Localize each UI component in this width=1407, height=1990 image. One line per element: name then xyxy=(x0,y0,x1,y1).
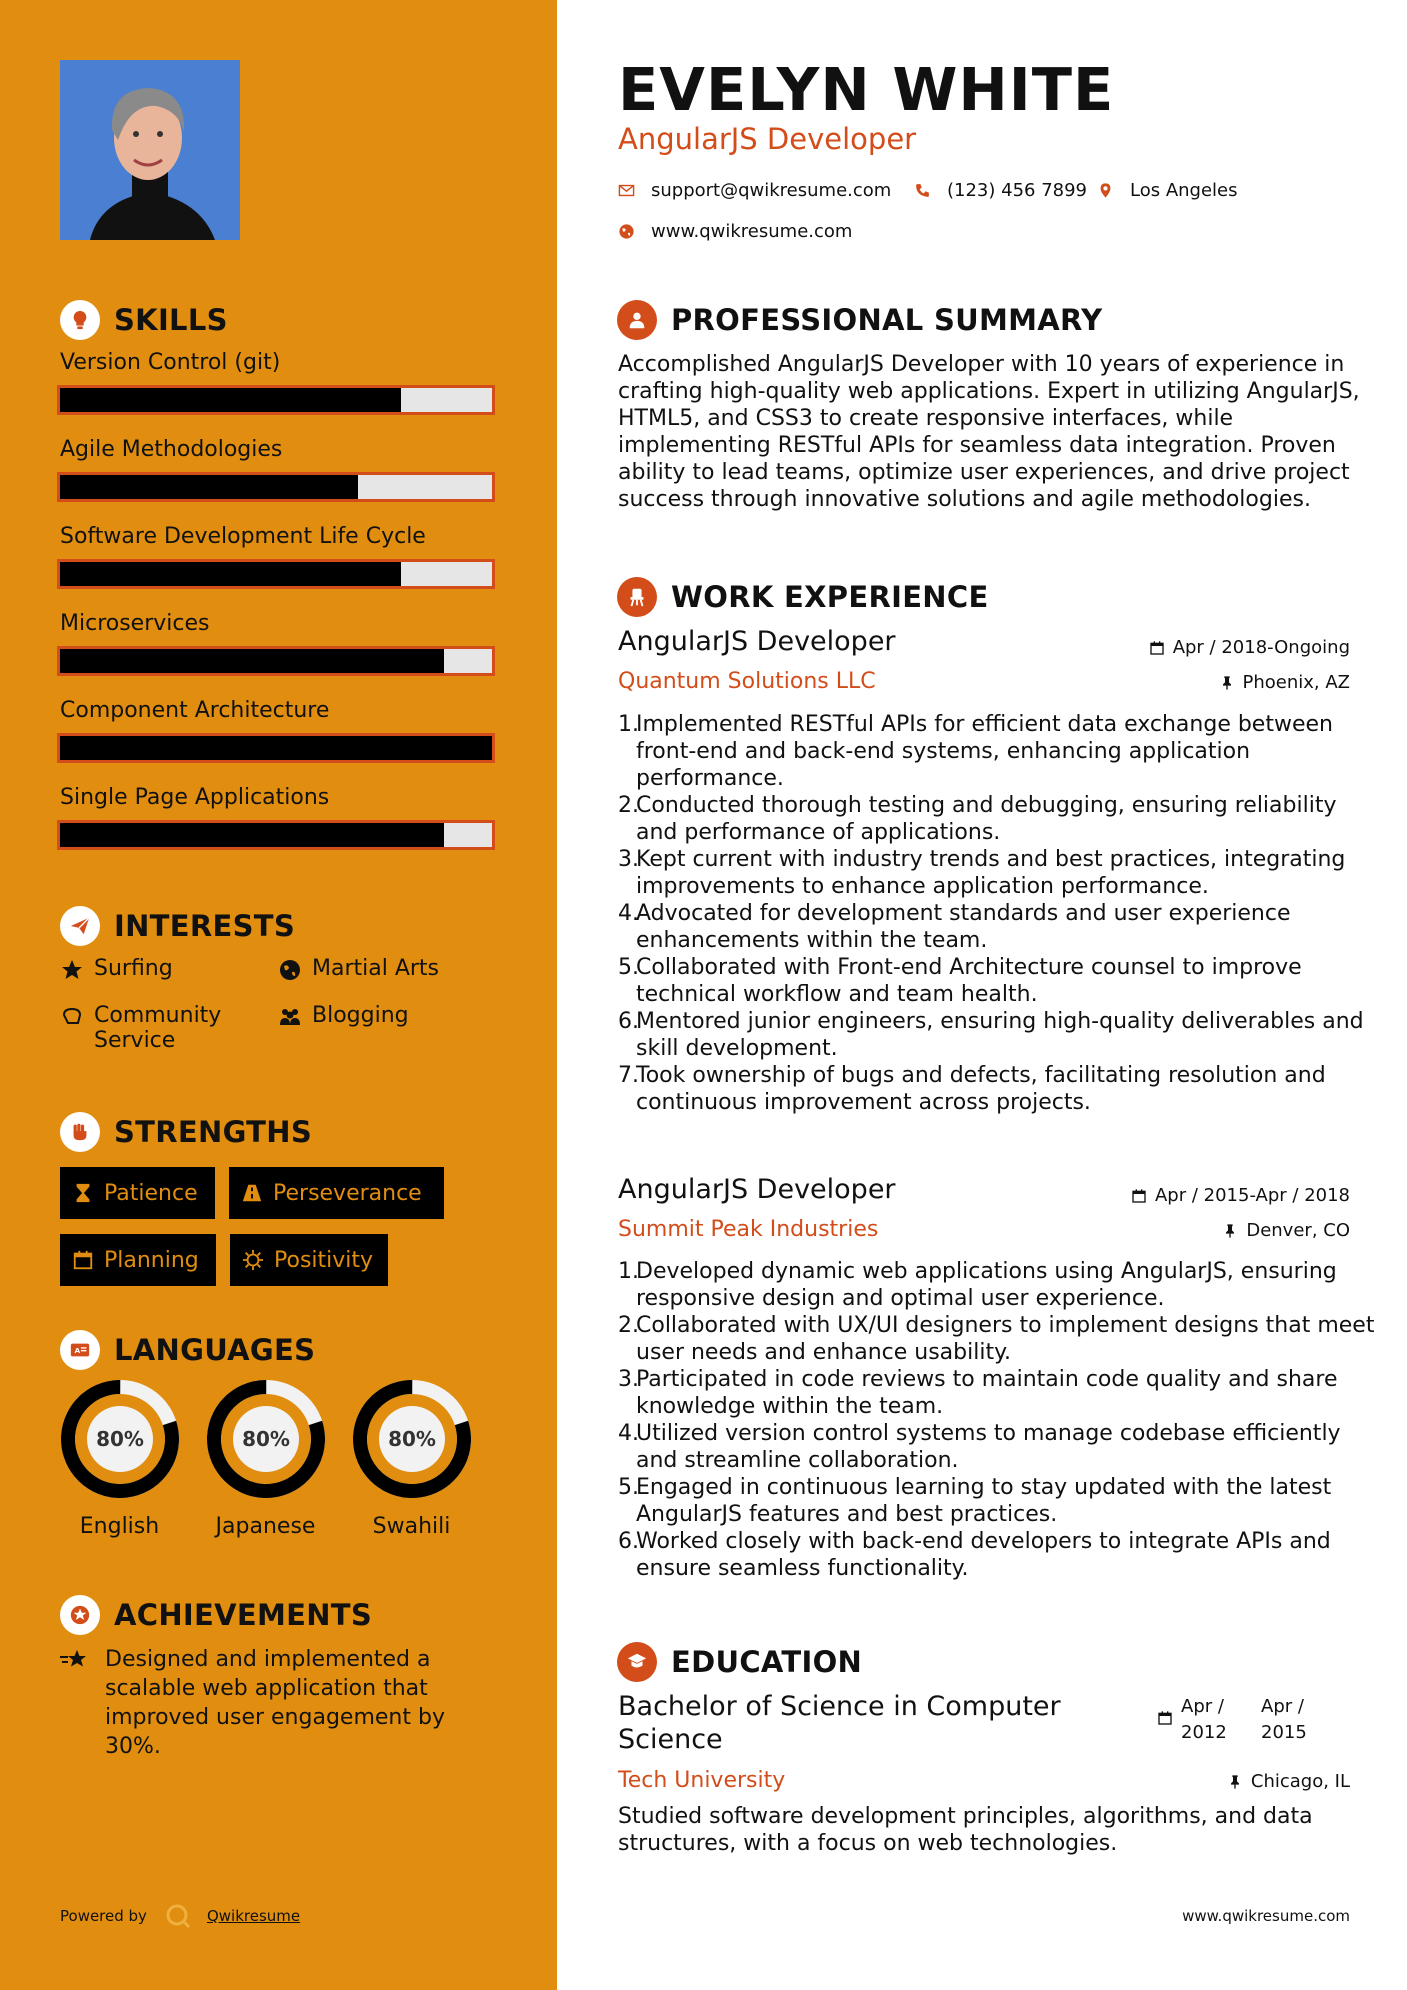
road-icon xyxy=(241,1182,263,1204)
bullet-text: Engaged in continuous learning to stay updated with the latest AngularJS features and best practices. xyxy=(636,1475,1332,1527)
contact-email[interactable] xyxy=(618,180,891,201)
education-title: EDUCATION xyxy=(671,1645,863,1679)
job-bullet xyxy=(618,1312,1378,1366)
job-bullet xyxy=(618,900,1378,954)
bullet-number: 7. xyxy=(618,1063,639,1088)
language-name: Japanese xyxy=(215,1514,316,1539)
footer-url[interactable]: www.qwikresume.com xyxy=(1182,1907,1350,1925)
strength-badge-patience xyxy=(60,1167,215,1219)
summary-header xyxy=(617,300,1102,340)
language-icon xyxy=(60,1330,100,1370)
education-location xyxy=(1227,1771,1350,1792)
bullet-text: Conducted thorough testing and debugging, ensuring reliability and performance of applications. xyxy=(636,793,1337,845)
bullet-text: Advocated for development standards and user experience enhancements within the team. xyxy=(636,901,1291,953)
skill-bar-fill xyxy=(60,649,444,673)
job-location xyxy=(1222,1220,1350,1241)
bullet-text: Worked closely with back-end developers to integrate APIs and ensure seamless functionality. xyxy=(636,1529,1331,1581)
education-start: Apr / 2012 xyxy=(1181,1696,1227,1743)
education-header xyxy=(617,1642,862,1682)
calendar-icon xyxy=(1157,1710,1173,1726)
location-text: Los Angeles xyxy=(1130,180,1238,201)
map-pin-icon xyxy=(1097,182,1114,199)
skill-label: Software Development Life Cycle xyxy=(60,524,426,549)
bullet-number: 2. xyxy=(618,793,639,818)
skill-bar xyxy=(57,733,495,763)
powered-by-label: Powered by xyxy=(60,1907,147,1925)
language-ring xyxy=(351,1378,473,1500)
strength-label: Planning xyxy=(104,1247,199,1273)
bullet-number: 6. xyxy=(618,1009,639,1034)
phone-icon xyxy=(914,182,931,199)
summary-text: Accomplished AngularJS Developer with 10 years of experience in crafting high-quality web applications. Expert in utilizing AngularJS, HTML5, and CSS3 to create responsive interfaces, while implementing RESTful APIs for seamless data integration. Proven ability to lead teams, optimize user experiences, and drive project success through innovative solutions and agile methodologies. xyxy=(618,352,1360,512)
skill-bar xyxy=(57,646,495,676)
language-percent: 80% xyxy=(95,1427,144,1451)
skill-label: Version Control (git) xyxy=(60,350,281,375)
bullet-number: 4. xyxy=(618,1421,639,1446)
skill-label: Component Architecture xyxy=(60,698,330,723)
languages-title: LANGUAGES xyxy=(114,1333,316,1367)
experience-title: WORK EXPERIENCE xyxy=(671,580,989,614)
job-bullet xyxy=(618,1474,1378,1528)
education-end: Apr / 2015 xyxy=(1261,1696,1307,1743)
education-location-text: Chicago, IL xyxy=(1250,1771,1350,1792)
job-bullet xyxy=(618,792,1378,846)
job-bullets xyxy=(618,711,1378,1116)
main-content xyxy=(557,0,1407,1990)
language-japanese xyxy=(203,1378,328,1539)
fist-icon xyxy=(60,1112,100,1152)
language-name: Swahili xyxy=(372,1514,451,1539)
bullet-text: Developed dynamic web applications using AngularJS, ensuring responsive design and optimal user experience. xyxy=(636,1259,1337,1311)
job-bullet xyxy=(618,1008,1378,1062)
achievement-text: Designed and implemented a scalable web application that improved user engagement by 30%. xyxy=(105,1647,445,1759)
bullet-number: 4. xyxy=(618,901,639,926)
job-dates xyxy=(1149,637,1350,658)
job-dates-text: Apr / 2015-Apr / 2018 xyxy=(1154,1185,1350,1206)
sun-icon xyxy=(242,1249,264,1271)
job-bullet xyxy=(618,1528,1378,1582)
job-bullet xyxy=(618,711,1378,792)
skill-label: Single Page Applications xyxy=(60,785,330,810)
achievement-star-icon xyxy=(60,1595,100,1635)
language-percent: 80% xyxy=(241,1427,290,1451)
strength-label: Perseverance xyxy=(273,1180,422,1206)
skill-bar-fill xyxy=(60,475,358,499)
pushpin-icon xyxy=(1219,675,1235,691)
interest-label: Surfing xyxy=(94,956,173,981)
interest-label: Community Service xyxy=(94,1003,222,1053)
experience-header xyxy=(617,577,989,617)
job-company: Quantum Solutions LLC xyxy=(618,669,876,694)
strength-badge-perseverance xyxy=(229,1167,444,1219)
bullet-text: Utilized version control systems to manage codebase efficiently and streamline collaboration. xyxy=(636,1421,1341,1473)
bullet-number: 1. xyxy=(618,1259,639,1284)
summary-title: PROFESSIONAL SUMMARY xyxy=(671,303,1103,337)
interest-item-martial-arts xyxy=(278,956,439,982)
skill-bar xyxy=(57,820,495,850)
bullet-text: Took ownership of bugs and defects, facilitating resolution and continuous improvement across projects. xyxy=(636,1063,1326,1115)
achievements-header xyxy=(60,1595,372,1635)
bullet-text: Implemented RESTful APIs for efficient data exchange between front-end and back-end systems, enhancing application performance. xyxy=(636,712,1333,791)
achievement-item xyxy=(60,1645,480,1761)
education-school: Tech University xyxy=(618,1768,786,1793)
skills-header xyxy=(60,300,228,340)
job-bullet xyxy=(618,1366,1378,1420)
strength-badge-positivity xyxy=(230,1234,388,1286)
interest-label: Martial Arts xyxy=(312,956,440,981)
achievements-title: ACHIEVEMENTS xyxy=(114,1598,373,1632)
calendar-icon xyxy=(1131,1188,1147,1204)
interest-item-community-service xyxy=(60,1003,260,1053)
chair-icon xyxy=(617,577,657,617)
skill-bar-fill xyxy=(60,562,401,586)
hourglass-icon xyxy=(72,1182,94,1204)
skill-bar xyxy=(57,472,495,502)
qwikresume-link[interactable]: Qwikresume xyxy=(206,1907,301,1925)
language-name: English xyxy=(79,1514,160,1539)
strength-badge-planning xyxy=(60,1234,216,1286)
job-bullet xyxy=(618,1258,1378,1312)
phone-text: (123) 456 7899 xyxy=(947,180,1088,201)
skill-bar xyxy=(57,559,495,589)
bullet-text: Collaborated with Front-end Architecture counsel to improve technical workflow and team health. xyxy=(636,955,1302,1007)
job-bullet xyxy=(618,1062,1378,1116)
lightbulb-icon xyxy=(60,300,100,340)
paper-plane-icon xyxy=(60,906,100,946)
interest-label: Blogging xyxy=(312,1003,409,1028)
interests-title: INTERESTS xyxy=(114,909,296,943)
bullet-text: Kept current with industry trends and best practices, integrating improvements to enhance application performance. xyxy=(636,847,1346,899)
skills-title: SKILLS xyxy=(114,303,228,337)
contact-website[interactable] xyxy=(618,221,852,242)
bullet-number: 6. xyxy=(618,1529,639,1554)
hand-icon xyxy=(60,1005,84,1029)
skill-bar xyxy=(57,385,495,415)
graduate-icon xyxy=(617,1642,657,1682)
powered-by xyxy=(60,1903,300,1929)
job-dates-text: Apr / 2018-Ongoing xyxy=(1172,637,1350,658)
job-title: AngularJS Developer xyxy=(618,1174,896,1205)
language-english xyxy=(57,1378,182,1539)
candidate-name: EVELYN WHITE xyxy=(618,55,1115,124)
star-icon xyxy=(60,958,84,982)
strengths-title: STRENGTHS xyxy=(114,1115,313,1149)
bullet-text: Participated in code reviews to maintain code quality and share knowledge within the team. xyxy=(636,1367,1338,1419)
interest-item-surfing xyxy=(60,956,173,982)
job-title: AngularJS Developer xyxy=(618,626,896,657)
bullet-text: Mentored junior engineers, ensuring high-quality deliverables and skill development. xyxy=(636,1009,1364,1061)
languages-header xyxy=(60,1330,315,1370)
bullet-number: 1. xyxy=(618,712,639,737)
strengths-header xyxy=(60,1112,312,1152)
job-bullet xyxy=(618,846,1378,900)
sidebar xyxy=(0,0,557,1990)
job-bullet xyxy=(618,1420,1378,1474)
language-swahili xyxy=(349,1378,474,1539)
users-icon xyxy=(278,1005,302,1029)
star-hand-icon xyxy=(60,1648,90,1674)
calendar-icon xyxy=(1149,640,1165,656)
bullet-number: 5. xyxy=(618,955,639,980)
job-location xyxy=(1219,672,1351,693)
skill-bar-fill xyxy=(60,736,492,760)
bullet-number: 5. xyxy=(618,1475,639,1500)
interest-item-blogging xyxy=(278,1003,409,1029)
qwikresume-logo-icon xyxy=(165,1903,191,1929)
user-icon xyxy=(617,300,657,340)
education-description: Studied software development principles, algorithms, and data structures, with a focus on web technologies. xyxy=(618,1804,1313,1856)
skill-bar-fill xyxy=(60,823,444,847)
skill-bar-fill xyxy=(60,388,401,412)
strength-label: Patience xyxy=(104,1180,198,1206)
interests-header xyxy=(60,906,295,946)
bullet-number: 3. xyxy=(618,1367,639,1392)
language-percent: 80% xyxy=(387,1427,436,1451)
skill-label: Microservices xyxy=(60,611,210,636)
education-dates xyxy=(1157,1694,1321,1746)
bullet-number: 3. xyxy=(618,847,639,872)
svg-text:A: A xyxy=(74,1345,81,1355)
calendar-icon xyxy=(72,1249,94,1271)
bullet-text: Collaborated with UX/UI designers to implement designs that meet user needs and enhance usability. xyxy=(636,1313,1375,1365)
candidate-role: AngularJS Developer xyxy=(618,122,917,156)
pushpin-icon xyxy=(1227,1774,1243,1790)
job-bullet xyxy=(618,954,1378,1008)
pushpin-icon xyxy=(1222,1223,1238,1239)
website-text: www.qwikresume.com xyxy=(651,221,853,242)
strength-label: Positivity xyxy=(274,1247,374,1273)
contact-phone[interactable] xyxy=(914,180,1087,201)
job-location-text: Phoenix, AZ xyxy=(1242,672,1350,693)
language-ring xyxy=(205,1378,327,1500)
globe-icon xyxy=(618,223,635,240)
email-text: support@qwikresume.com xyxy=(651,180,892,201)
contact-location xyxy=(1097,180,1238,201)
job-dates xyxy=(1131,1185,1350,1206)
language-ring xyxy=(59,1378,181,1500)
job-location-text: Denver, CO xyxy=(1246,1220,1350,1241)
globe-icon xyxy=(278,958,302,982)
education-degree: Bachelor of Science in Computer Science xyxy=(618,1691,1061,1755)
profile-photo xyxy=(60,60,240,240)
skill-label: Agile Methodologies xyxy=(60,437,283,462)
job-bullets xyxy=(618,1258,1378,1582)
envelope-icon xyxy=(618,182,635,199)
bullet-number: 2. xyxy=(618,1313,639,1338)
job-company: Summit Peak Industries xyxy=(618,1217,879,1242)
